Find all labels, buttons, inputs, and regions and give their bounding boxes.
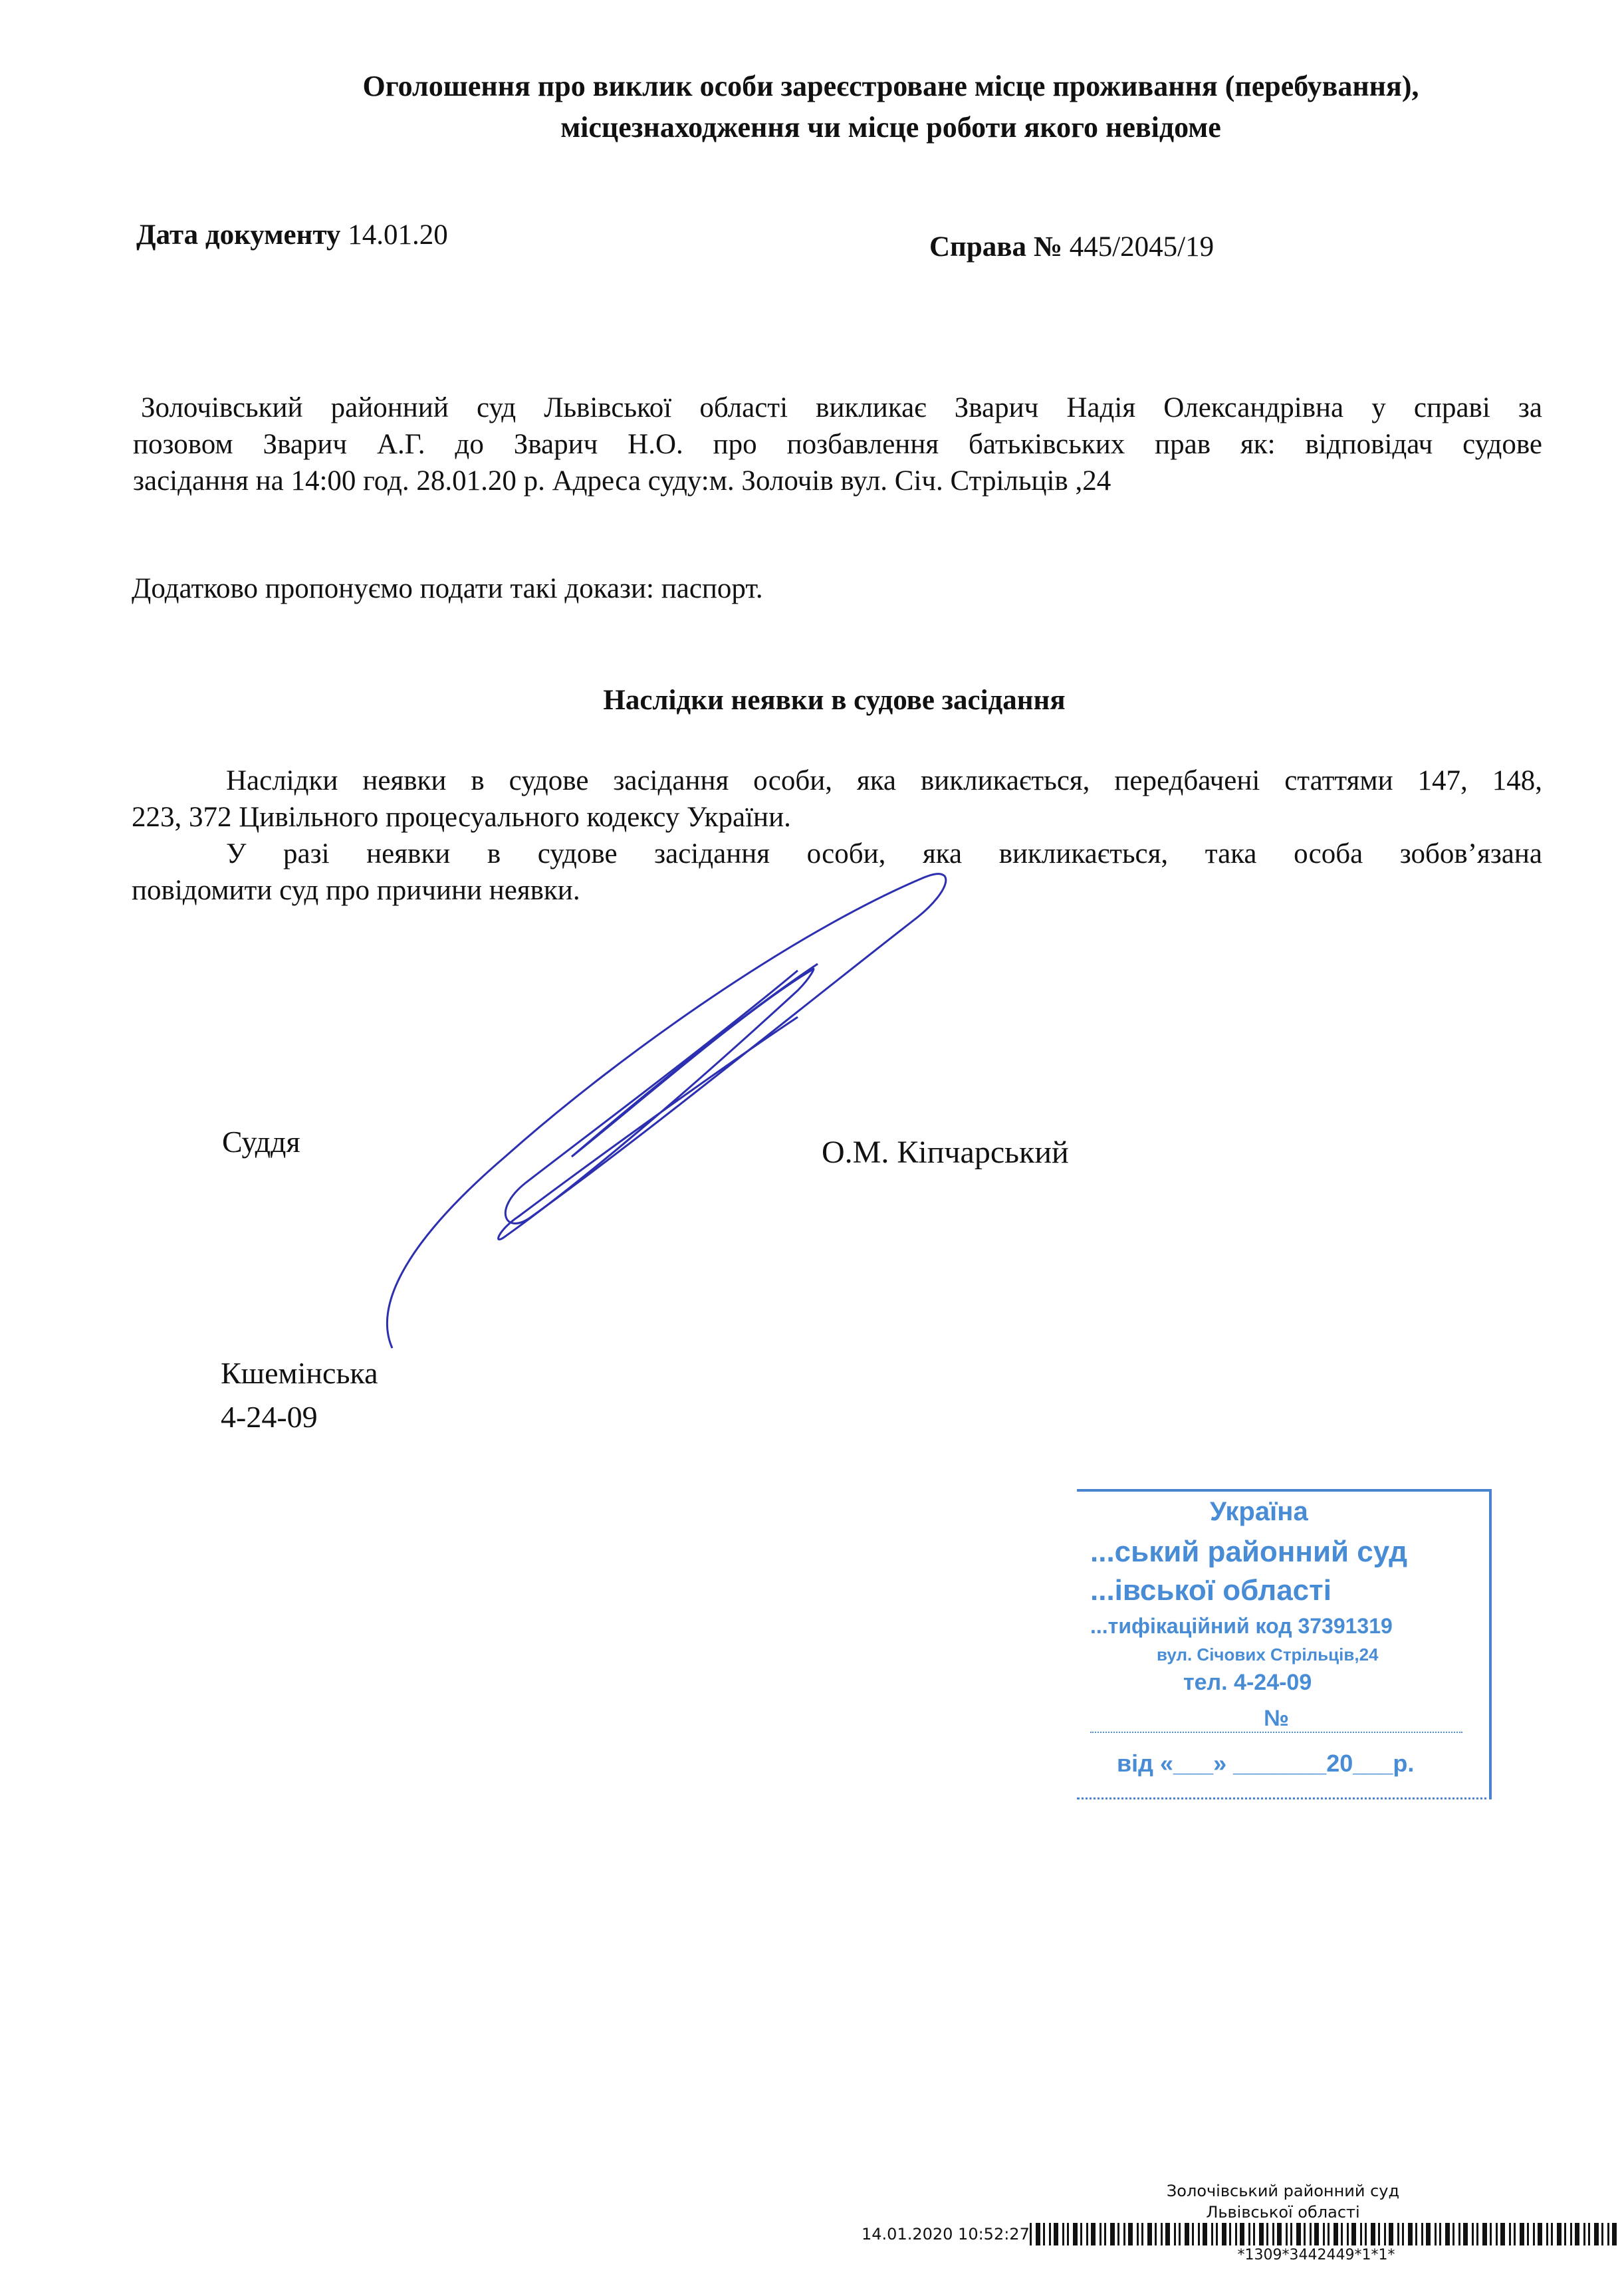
- barcode-bar: [1533, 2223, 1535, 2245]
- stamp-region: ...івської області: [1090, 1574, 1332, 1607]
- barcode-bar: [1304, 2223, 1306, 2245]
- barcode-bar: [1043, 2223, 1045, 2245]
- barcode-bar: [1222, 2223, 1226, 2245]
- barcode-bar: [1371, 2223, 1375, 2245]
- barcode-bar: [1564, 2223, 1566, 2245]
- barcode-bar: [1472, 2223, 1474, 2245]
- consequences-p1-line1: Наслідки неявки в судове засідання особи, яка викликається, передбачені статтями 147, 148,: [226, 765, 1542, 796]
- judge-name: О.М. Кіпчарський: [822, 1135, 1069, 1170]
- barcode-bar: [1421, 2223, 1423, 2245]
- barcode-bar: [1091, 2223, 1096, 2245]
- barcode-bar: [1575, 2223, 1579, 2245]
- barcode-bar: [1296, 2223, 1301, 2245]
- barcode-bar: [1086, 2223, 1088, 2245]
- stamp-phone: тел. 4-24-09: [1183, 1670, 1312, 1695]
- barcode-bar: [1314, 2223, 1319, 2245]
- barcode-bar: [1211, 2223, 1213, 2245]
- barcode-bar: [1235, 2223, 1237, 2245]
- barcode-bar: [1030, 2223, 1032, 2245]
- barcode-bar: [1426, 2223, 1431, 2245]
- barcode-bar: [1463, 2223, 1468, 2245]
- barcode-bar: [1583, 2223, 1585, 2245]
- barcode-bar: [1137, 2223, 1139, 2245]
- barcode: [1030, 2223, 1621, 2245]
- barcode-bar: [1067, 2223, 1069, 2245]
- barcode-bar: [1527, 2223, 1529, 2245]
- barcode-bar: [1514, 2223, 1516, 2245]
- barcode-bar: [1378, 2223, 1380, 2245]
- document-title-line2: місцезнаходження чи місце роботи якого невідоме: [560, 111, 1221, 144]
- barcode-bar: [1216, 2223, 1218, 2245]
- barcode-bar: [1452, 2223, 1454, 2245]
- barcode-bar: [1165, 2223, 1170, 2245]
- stamp-country: Україна: [1210, 1497, 1308, 1526]
- barcode-bar: [1520, 2223, 1524, 2245]
- barcode-bar: [1594, 2223, 1599, 2245]
- barcode-bar: [1546, 2223, 1548, 2245]
- barcode-bar: [1490, 2223, 1492, 2245]
- barcode-bar: [1248, 2223, 1250, 2245]
- stamp-date-line: від «___» _______20___р.: [1117, 1750, 1415, 1777]
- barcode-bar: [1128, 2223, 1133, 2245]
- barcode-bar: [1439, 2223, 1441, 2245]
- summons-line2: позовом Зварич А.Г. до Зварич Н.О. про позбавлення батьківських прав як: відповідач судове: [133, 429, 1542, 460]
- barcode-bar: [1445, 2223, 1450, 2245]
- barcode-bar: [1049, 2223, 1051, 2245]
- barcode-bar: [1179, 2223, 1181, 2245]
- consequences-heading: Наслідки неявки в судове засідання: [603, 685, 1066, 716]
- barcode-bar: [1384, 2223, 1386, 2245]
- barcode-bar: [1290, 2223, 1292, 2245]
- barcode-bar: [1612, 2223, 1617, 2245]
- barcode-bar: [1062, 2223, 1064, 2245]
- barcode-bar: [1240, 2223, 1244, 2245]
- barcode-bar: [1310, 2223, 1312, 2245]
- barcode-bar: [1073, 2223, 1078, 2245]
- stamp-address: вул. Січових Стрільців,24: [1157, 1645, 1379, 1665]
- barcode-bar: [1347, 2223, 1349, 2245]
- barcode-bar: [1174, 2223, 1176, 2245]
- barcode-bar: [1341, 2223, 1343, 2245]
- barcode-bar: [1229, 2223, 1231, 2245]
- judge-role: Суддя: [222, 1125, 300, 1159]
- barcode-bar: [1286, 2223, 1288, 2245]
- barcode-bar: [1607, 2223, 1609, 2245]
- case-number-label: Справа №: [929, 231, 1062, 263]
- document-title-line1: Оголошення про виклик особи зареєстроване місце проживання (перебування),: [362, 70, 1419, 102]
- barcode-bar: [1203, 2223, 1207, 2245]
- barcode-bar: [1408, 2223, 1413, 2245]
- stamp-code: ...тифікаційний код 37391319: [1090, 1614, 1393, 1638]
- barcode-bar: [1402, 2223, 1404, 2245]
- document-date-label: Дата документу: [136, 219, 341, 251]
- barcode-bar: [1551, 2223, 1553, 2245]
- barcode-bar: [1435, 2223, 1437, 2245]
- barcode-bar: [1365, 2223, 1367, 2245]
- barcode-bar: [1155, 2223, 1157, 2245]
- stamp-number: №: [1090, 1706, 1462, 1733]
- document-date-value: 14.01.20: [348, 219, 448, 251]
- executor-name: Кшемінська: [221, 1356, 378, 1390]
- barcode-bar: [1161, 2223, 1163, 2245]
- barcode-bar: [1588, 2223, 1590, 2245]
- barcode-bar: [1397, 2223, 1399, 2245]
- barcode-bar: [1458, 2223, 1460, 2245]
- barcode-bar: [1538, 2223, 1542, 2245]
- barcode-bar: [1259, 2223, 1264, 2245]
- footer-court-line1: Золочівський районний суд: [1166, 2182, 1400, 2200]
- barcode-bar: [1389, 2223, 1393, 2245]
- barcode-bar: [1328, 2223, 1330, 2245]
- barcode-bar: [1360, 2223, 1362, 2245]
- barcode-bar: [1110, 2223, 1115, 2245]
- barcode-bar: [1198, 2223, 1200, 2245]
- evidence-text: Додатково пропонуємо подати такі докази: паспорт.: [132, 573, 763, 604]
- summons-line1: Золочівський районний суд Львівської області викликає Зварич Надія Олександрівна у справі за: [141, 392, 1542, 423]
- barcode-bar: [1080, 2223, 1082, 2245]
- barcode-bar: [1104, 2223, 1106, 2245]
- executor-phone: 4-24-09: [221, 1400, 318, 1434]
- footer-barcode-row: [862, 2223, 1621, 2245]
- barcode-bar: [1123, 2223, 1125, 2245]
- barcode-bar: [1185, 2223, 1189, 2245]
- summons-line3: засідання на 14:00 год. 28.01.20 р. Адреса суду:м. Золочів вул. Січ. Стрільців ,24: [133, 465, 1111, 497]
- barcode-bar: [1100, 2223, 1101, 2245]
- barcode-bar: [1192, 2223, 1194, 2245]
- barcode-bar: [1509, 2223, 1511, 2245]
- barcode-bar: [1496, 2223, 1498, 2245]
- footer-timestamp: 14.01.2020 10:52:27: [862, 2225, 1030, 2243]
- barcode-bar: [1601, 2223, 1603, 2245]
- barcode-bar: [1054, 2223, 1058, 2245]
- consequences-p2-line2: повідомити суд про причини неявки.: [132, 875, 580, 906]
- barcode-bar: [1557, 2223, 1562, 2245]
- barcode-bar: [1141, 2223, 1143, 2245]
- barcode-bar: [1277, 2223, 1282, 2245]
- footer-barcode-text: *1309*3442449*1*1*: [1237, 2247, 1395, 2263]
- footer-court-line2: Львівської області: [1206, 2203, 1360, 2222]
- barcode-bar: [1351, 2223, 1356, 2245]
- barcode-bar: [1482, 2223, 1487, 2245]
- case-number-value: 445/2045/19: [1069, 231, 1215, 263]
- barcode-bar: [1500, 2223, 1505, 2245]
- barcode-bar: [1570, 2223, 1572, 2245]
- consequences-p2-line1: У разі неявки в судове засідання особи, яка викликається, така особа зобов’язана: [226, 838, 1542, 869]
- barcode-bar: [1266, 2223, 1268, 2245]
- barcode-bar: [1253, 2223, 1255, 2245]
- barcode-bar: [1147, 2223, 1152, 2245]
- barcode-bar: [1415, 2223, 1417, 2245]
- barcode-bar: [1333, 2223, 1338, 2245]
- barcode-bar: [1476, 2223, 1478, 2245]
- stamp-court: ...ський районний суд: [1090, 1536, 1408, 1568]
- barcode-bar: [1323, 2223, 1325, 2245]
- barcode-bar: [1272, 2223, 1274, 2245]
- barcode-bar: [1036, 2223, 1040, 2245]
- barcode-bar: [1117, 2223, 1119, 2245]
- consequences-p1-line2: 223, 372 Цивільного процесуального кодексу України.: [132, 802, 791, 833]
